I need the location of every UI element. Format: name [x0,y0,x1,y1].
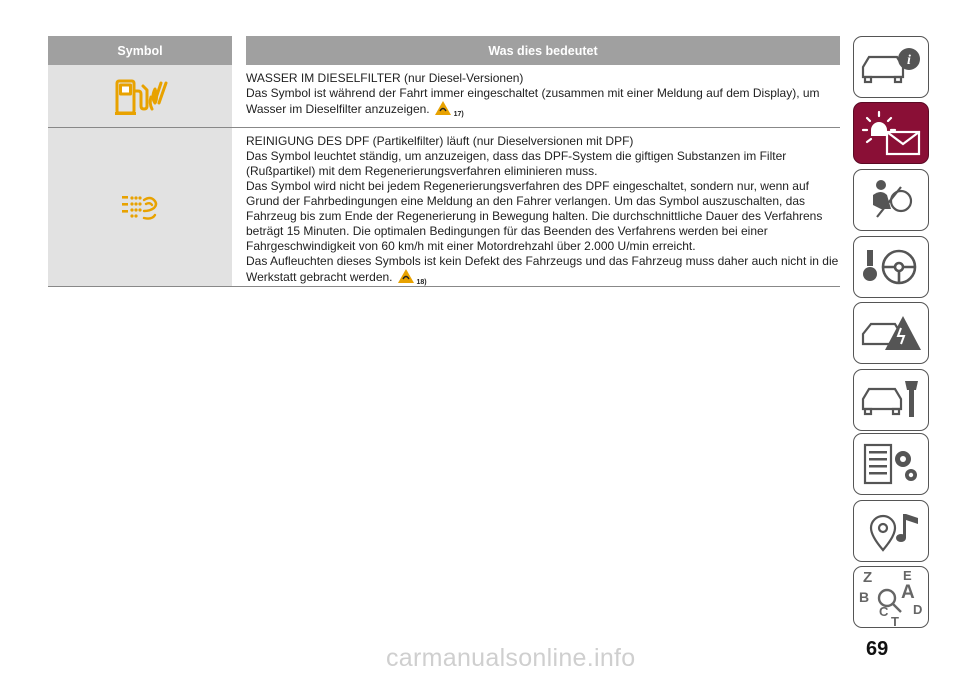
index-letter: C [879,604,889,619]
tab-maintenance[interactable] [853,369,929,431]
safety-airbag-icon [857,175,925,225]
index-icon [857,568,925,626]
maintenance-icon [857,375,925,425]
water-in-fuel-icon [111,75,169,117]
tab-technical-data[interactable] [853,433,929,495]
row-text: Das Aufleuchten dieses Symbols ist kein Defekt des Fahrzeugs und das Fahrzeug muss daher auch nicht in die Werkstatt gebracht werden. $_{18)}$ [246,254,839,286]
header-meaning: Was dies bedeutet [488,43,598,58]
warning-lights-messages-icon [857,108,925,158]
row-text: Das Symbol wird nicht bei jedem Regenerierungsverfahren des DPF eingeschaltet, sondern nur, wenn auf Grund der Fahrbedingungen eine Meldung an den Fahrer verlangen. Um das Symbol auszuschalten, das Fahrzeug bis zum Ende der Regenerierung in Bewegung halten. Die durchschnittliche Dauer des Verfahrens beträgt 15 Minuten. Die optimalen Bedingungen für das Beenden des Verfahrens werden bei einer Fahrgeschwindigkeit von 60 km/h mit einer Motordrehzahl über 2.000 U/min erreicht. [246,179,823,253]
table-row [48,128,840,287]
index-letter: E [903,568,912,583]
meaning-cell [246,128,840,286]
tab-starting-driving[interactable] [853,236,929,298]
table-header [48,36,840,65]
warning-triangle-icon [435,101,451,115]
index-letter: D [913,602,923,617]
warning-lights-table [48,36,840,287]
emergency-icon [857,308,925,358]
tab-safety[interactable] [853,169,929,231]
symbol-cell [48,65,232,127]
svg-text:i: i [907,53,911,68]
row-title: WASSER IM DIESELFILTER (nur Diesel-Versionen) [246,71,524,85]
footnote-ref: 17) [453,111,464,118]
car-info-icon [857,43,925,91]
index-letter: B [859,589,870,605]
row-title: REINIGUNG DES DPF (Partikelfilter) läuft (nur Dieselversionen mit DPF) [246,134,634,148]
row-text: Das Symbol ist während der Fahrt immer eingeschaltet (zusammen mit einer Meldung auf dem Display), um Wasser im Dieselfilter anzuzeigen. $_{17)}$ [246,86,820,118]
index-letter: A [901,582,915,603]
starting-driving-icon [857,242,925,292]
watermark: carmanualsonline.info [386,644,636,672]
table-row [48,65,840,128]
tab-index[interactable] [853,566,929,628]
tab-car-info[interactable] [853,36,929,98]
tab-warning-lights[interactable] [853,102,929,164]
tab-multimedia[interactable] [853,500,929,562]
index-letter: T [891,614,899,626]
page-number: 69 [866,638,889,660]
footnote-ref: 18) [416,279,427,286]
warning-triangle-icon [398,269,414,283]
meaning-cell [246,65,840,127]
multimedia-icon [857,506,925,556]
tab-emergency[interactable] [853,302,929,364]
index-letter: Z [863,569,873,586]
dpf-regeneration-icon [120,190,160,224]
row-text: Das Symbol leuchtet ständig, um anzuzeigen, dass das DPF-System die giftigen Substanzen im Filter (Rußpartikel) mit dem Regenerierungsverfahren eliminieren muss. [246,149,787,178]
technical-data-icon [857,439,925,489]
symbol-cell [48,128,232,286]
header-symbol: Symbol [117,43,163,58]
